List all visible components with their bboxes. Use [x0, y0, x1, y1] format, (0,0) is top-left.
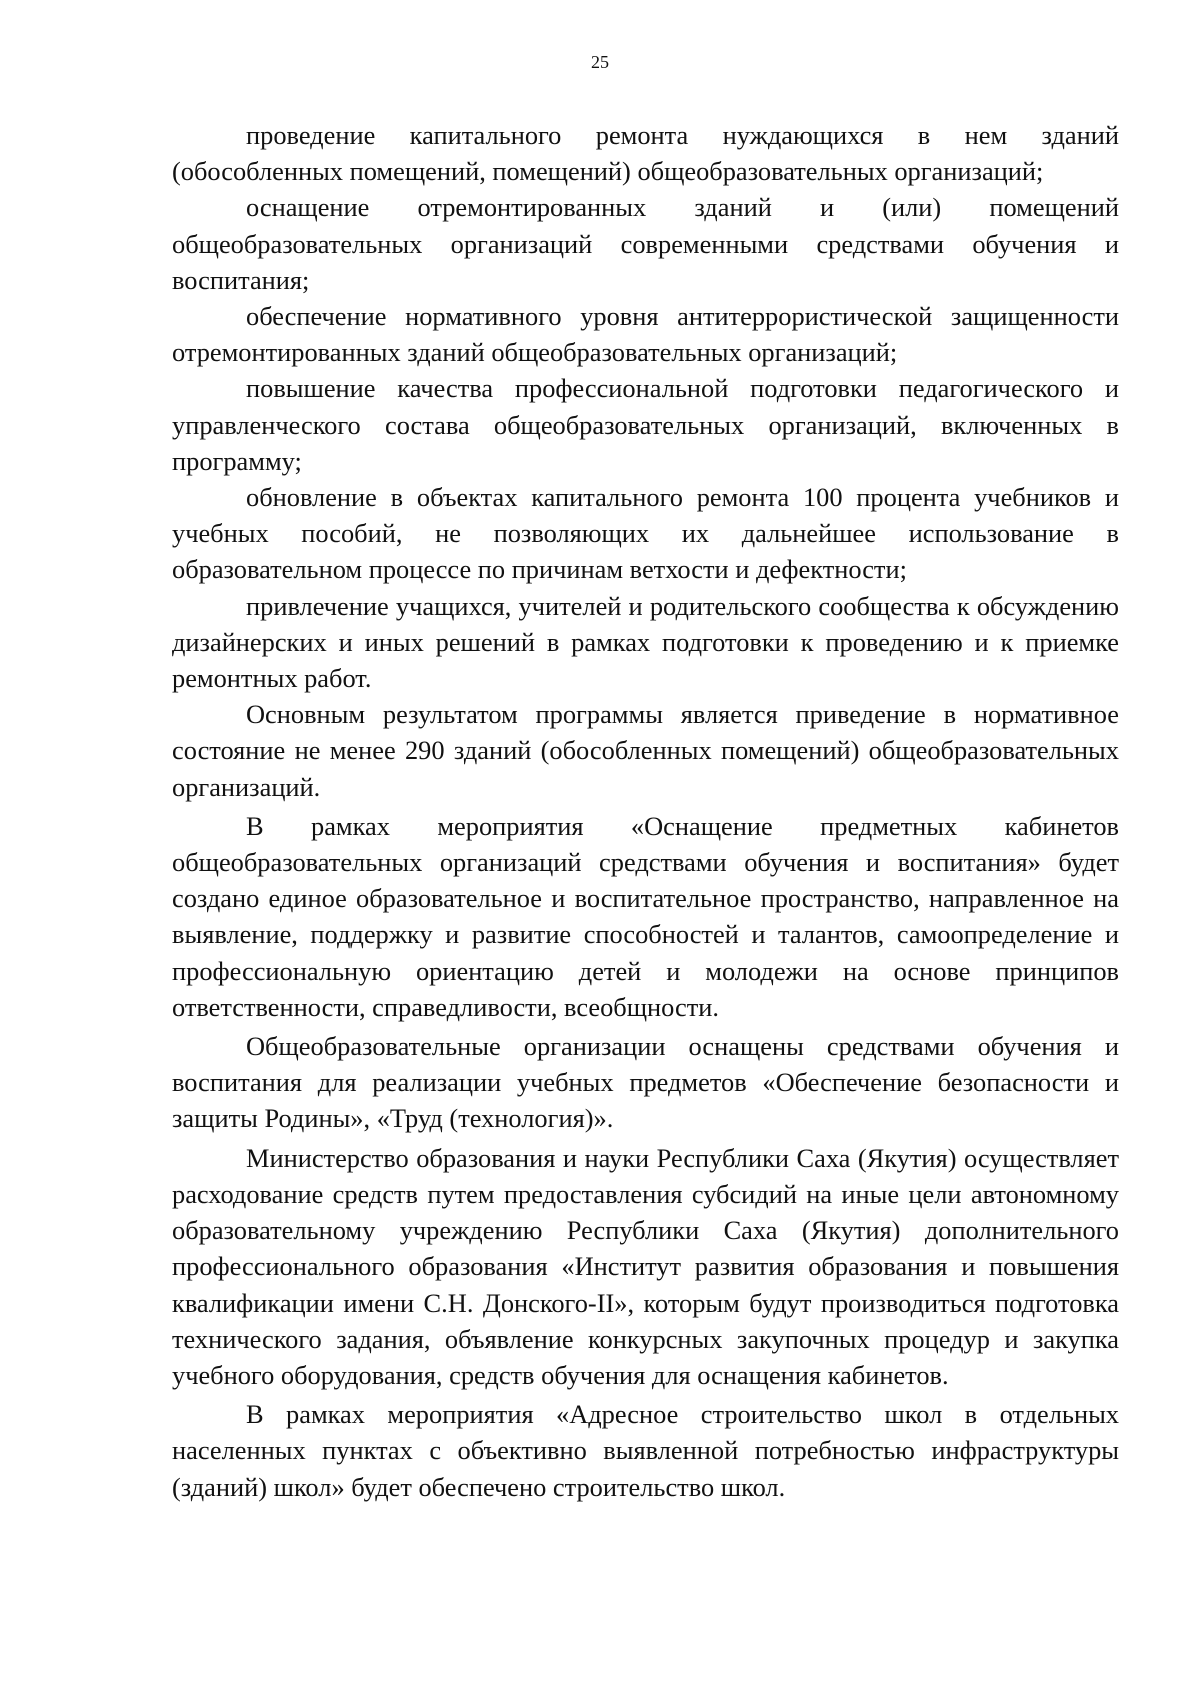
paragraph: обеспечение нормативного уровня антитеррористической защищенности отремонтированных зданий общеобразовательных организаций;	[172, 301, 1119, 368]
paragraph: Основным результатом программы является приведение в нормативное состояние не менее 290 зданий (обособленных помещений) общеобразовательных организаций.	[172, 699, 1119, 802]
paragraph: оснащение отремонтированных зданий и (или) помещений общеобразовательных организаций современными средствами обучения и воспитания;	[172, 192, 1119, 295]
paragraph: повышение качества профессиональной подготовки педагогического и управленческого состава общеобразовательных организаций, включенных в программу;	[172, 373, 1119, 476]
paragraph: В рамках мероприятия «Оснащение предметных кабинетов общеобразовательных организаций средствами обучения и воспитания» будет создано единое образовательное и воспитательное пространство, направленное на выявление, поддержку и развитие способностей и талантов, самоопределение и профессиональную ориентацию детей и молодежи на основе принципов ответственности, справедливости, всеобщности.	[172, 810, 1119, 1022]
page-number: 25	[591, 52, 609, 72]
paragraph: В рамках мероприятия «Адресное строительство школ в отдельных населенных пунктах с объективно выявленной потребностью инфраструктуры (зданий) школ» будет обеспечено строительство школ.	[172, 1399, 1119, 1502]
paragraph: Общеобразовательные организации оснащены средствами обучения и воспитания для реализации учебных предметов «Обеспечение безопасности и защиты Родины», «Труд (технология)».	[172, 1031, 1119, 1134]
paragraph: Министерство образования и науки Республики Саха (Якутия) осуществляет расходование средств путем предоставления субсидий на иные цели автономному образовательному учреждению Республики Саха (Якутия) дополнительного профессионального образования «Институт развития образования и повышения квалификации имени С.Н. Донского-II», которым будут производиться подготовка технического задания, объявление конкурсных закупочных процедур и закупка учебного оборудования, средств обучения для оснащения кабинетов.	[172, 1142, 1119, 1390]
paragraph: проведение капитального ремонта нуждающихся в нем зданий (обособленных помещений, помещений) общеобразовательных организаций;	[172, 120, 1119, 187]
paragraph: обновление в объектах капитального ремонта 100 процента учебников и учебных пособий, не позволяющих их дальнейшее использование в образовательном процессе по причинам ветхости и дефектности;	[172, 482, 1119, 585]
paragraph: привлечение учащихся, учителей и родительского сообщества к обсуждению дизайнерских и иных решений в рамках подготовки к проведению и к приемке ремонтных работ.	[172, 590, 1119, 694]
document-body	[172, 117, 1119, 1505]
